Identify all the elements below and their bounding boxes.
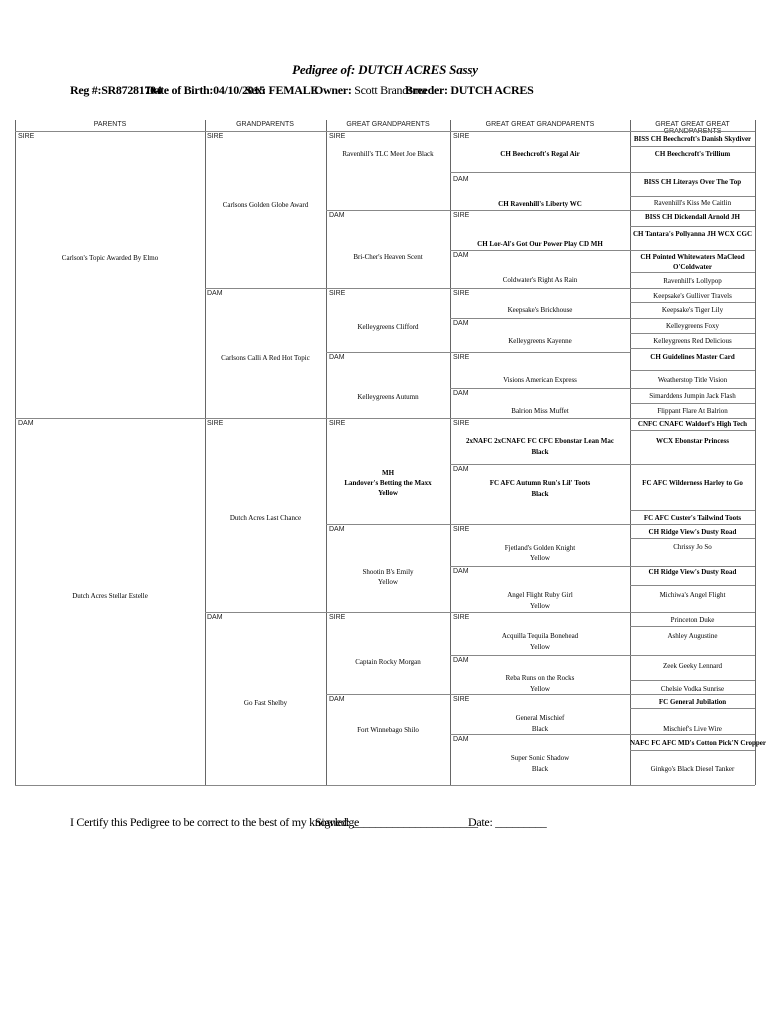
grandparent-name: Go Fast Shelby: [243, 699, 288, 707]
sire-label: SIRE: [18, 133, 35, 140]
ggg-grandparent-name: Michiwa's Angel Flight: [659, 591, 726, 599]
dam-label: DAM: [18, 420, 34, 427]
ggg-grandparent-name: Mischief's Live Wire: [663, 725, 722, 733]
sire-label: SIRE: [453, 133, 470, 140]
ggg-grandparent-name: Ashley Augustine: [667, 632, 718, 640]
ggg-grandparent-name: Keepsake's Tiger Lily: [661, 306, 724, 314]
ggg-grandparent-name: CH Tantara's Pollyanna JH WCX CGC: [632, 230, 753, 238]
owner-label: Owner:: [314, 83, 352, 97]
row-divider: [326, 524, 450, 525]
sire-label: SIRE: [329, 614, 346, 621]
ggg-grandparent-name: CH Ridge View's Dusty Road: [648, 528, 737, 536]
dam-name: Dutch Acres Stellar Estelle: [72, 592, 148, 600]
ggg-grandparent-name: FC AFC Custer's Tailwind Toots: [643, 514, 742, 522]
gg-grandparent-color: Black: [531, 490, 549, 498]
gg-grandparent-name: Fjetland's Golden Knight: [504, 544, 576, 552]
column-header-parents: PARENTS: [93, 121, 127, 128]
row-divider: [205, 288, 326, 289]
row-divider: [630, 348, 755, 349]
sire-name: Carlson's Topic Awarded By Elmo: [61, 254, 159, 262]
row-divider: [630, 626, 755, 627]
ggg-grandparent-name: Chrissy Jo So: [673, 543, 712, 551]
row-divider: [326, 352, 450, 353]
great-grandparent-name: Landover's Betting the Maxx: [344, 479, 432, 487]
gg-grandparent-color: Yellow: [530, 602, 550, 610]
dam-label: DAM: [207, 614, 223, 621]
sire-label: SIRE: [453, 614, 470, 621]
row-divider: [630, 318, 755, 319]
column-divider: [205, 120, 206, 785]
grandparent-name: Dutch Acres Last Chance: [229, 514, 302, 522]
great-grandparent-name: Kelleygreens Clifford: [357, 323, 419, 331]
gg-grandparent-name: General Mischief: [515, 714, 565, 722]
ggg-grandparent-name: CNFC CNAFC Waldorf's High Tech: [637, 420, 748, 428]
row-divider: [630, 694, 755, 695]
gg-grandparent-name: Angel Flight Ruby Girl: [507, 591, 573, 599]
row-divider: [630, 585, 755, 586]
certification-statement: I Certify this Pedigree to be correct to the best of my knowledge: [70, 815, 360, 829]
ggg-grandparent-name: BISS CH Dickendall Arnold JH: [645, 213, 740, 221]
great-grandparent-color: Yellow: [378, 489, 398, 497]
column-header-ggg-grandparents: GREAT GREAT GREAT GRANDPARENTS: [655, 121, 730, 135]
ggg-grandparent-name: Flippant Flare At Balrion: [657, 407, 728, 415]
row-divider: [630, 250, 755, 251]
ggg-grandparent-name: Simarddens Jumpin Jack Flash: [649, 392, 736, 400]
row-divider: [450, 318, 630, 319]
row-divider: [630, 430, 755, 431]
row-divider: [326, 694, 450, 695]
row-divider: [450, 352, 630, 353]
ggg-grandparent-name: Ravenhill's Lollypop: [663, 277, 722, 285]
ggg-grandparent-name: Weatherstop Title Vision: [657, 376, 728, 384]
row-divider: [630, 464, 755, 465]
ggg-grandparent-name: CH Ridge View's Dusty Road: [648, 568, 737, 576]
grandparent-name: Carlsons Calli A Red Hot Topic: [221, 354, 310, 362]
sire-label: SIRE: [453, 354, 470, 361]
row-divider: [630, 734, 755, 735]
ggg-grandparent-name: Kelleygreens Red Delicious: [653, 337, 732, 345]
gg-grandparent-name: CH Beechcroft's Regal Air: [500, 150, 580, 158]
gg-grandparent-name: CH Lor-Al's Got Our Power Play CD MH: [477, 240, 603, 248]
row-divider: [326, 210, 450, 211]
row-divider: [630, 302, 755, 303]
dam-label: DAM: [207, 290, 223, 297]
dam-label: DAM: [453, 568, 469, 575]
breeder: Breeder: DUTCH ACRES: [405, 83, 534, 97]
ggg-grandparent-name: Princeton Duke: [670, 616, 715, 624]
row-divider: [630, 272, 755, 273]
gg-grandparent-color: Black: [531, 725, 549, 733]
ggg-grandparent-name: WCX Ebonstar Princess: [656, 437, 729, 445]
row-divider: [205, 418, 326, 419]
sire-label: SIRE: [453, 290, 470, 297]
great-grandparent-color: Yellow: [378, 578, 398, 586]
great-grandparent-name: Bri-Cher's Heaven Scent: [353, 253, 423, 261]
dam-label: DAM: [329, 212, 345, 219]
gg-grandparent-name: Acquilla Tequila Bonehead: [501, 632, 579, 640]
row-divider: [450, 250, 630, 251]
row-divider: [630, 708, 755, 709]
great-grandparent-name: Kelleygreens Autumn: [357, 393, 419, 401]
ggg-grandparent-name: Zeek Geeky Lennard: [662, 662, 723, 670]
column-header-gg-grandparents: GREAT GREAT GRANDPARENTS: [485, 121, 595, 128]
gg-grandparent-name: 2xNAFC 2xCNAFC FC CFC Ebonstar Lean Mac: [465, 437, 615, 445]
row-divider: [630, 370, 755, 371]
ggg-grandparent-name: Keepsake's Gulliver Travels: [653, 292, 732, 300]
row-divider: [630, 612, 755, 613]
gg-grandparent-name: Balrion Miss Muffet: [511, 407, 569, 415]
gg-grandparent-name: Kelleygreens Kayenne: [508, 337, 572, 345]
column-divider: [15, 120, 16, 785]
dam-label: DAM: [453, 390, 469, 397]
great-grandparent-name: Fort Winnebago Shilo: [357, 726, 419, 734]
row-divider: [630, 655, 755, 656]
gg-grandparent-name: Super Sonic Shadow: [510, 754, 570, 762]
sire-label: SIRE: [329, 290, 346, 297]
great-grandparent-name: Captain Rocky Morgan: [355, 658, 421, 666]
pedigree-title: Pedigree of: DUTCH ACRES Sassy: [292, 62, 478, 77]
owner-name: Scott Brandsma: [354, 83, 427, 97]
ggg-grandparent-name: FC General Jubilation: [658, 698, 727, 706]
great-grandparent-name: MH: [381, 469, 395, 477]
ggg-grandparent-name: BISS CH Literays Over The Top: [643, 178, 742, 186]
ggg-grandparent-name: BISS CH Beechcroft's Danish Skydiver: [633, 135, 752, 143]
sire-label: SIRE: [207, 420, 224, 427]
sire-label: SIRE: [329, 420, 346, 427]
row-divider: [630, 680, 755, 681]
row-divider: [630, 333, 755, 334]
gg-grandparent-color: Yellow: [530, 554, 550, 562]
row-divider: [450, 612, 630, 613]
ggg-grandparent-name: CH Guidelines Master Card: [650, 353, 735, 361]
sire-label: SIRE: [453, 696, 470, 703]
row-divider: [630, 403, 755, 404]
row-divider: [630, 388, 755, 389]
row-divider: [450, 210, 630, 211]
row-divider: [450, 388, 630, 389]
row-divider: [450, 524, 630, 525]
row-divider: [326, 612, 450, 613]
ggg-grandparent-name: Kelleygreens Foxy: [665, 322, 720, 330]
dam-label: DAM: [453, 252, 469, 259]
column-header-great-grandparents: GREAT GRANDPARENTS: [346, 121, 430, 128]
sire-label: SIRE: [207, 133, 224, 140]
gg-grandparent-name: Reba Runs on the Rocks: [505, 674, 575, 682]
row-divider: [630, 146, 755, 147]
dam-label: DAM: [453, 466, 469, 473]
header-rule: [15, 131, 755, 132]
great-grandparent-name: Ravenhill's TLC Meet Joe Black: [342, 150, 434, 158]
signature-line[interactable]: Signed: ______________________: [315, 815, 478, 829]
dam-label: DAM: [453, 320, 469, 327]
row-divider: [205, 612, 326, 613]
ggg-grandparent-name: CH Beechcroft's Trillium: [654, 150, 731, 158]
row-divider: [15, 418, 205, 419]
gg-grandparent-color: Black: [531, 448, 549, 456]
row-divider: [630, 538, 755, 539]
ggg-grandparent-name: NAFC FC AFC MD's Cotton Pick'N Cropper: [630, 739, 766, 747]
gg-grandparent-name: Visions American Express: [503, 376, 577, 384]
gg-grandparent-name: Keepsake's Brickhouse: [507, 306, 573, 314]
row-divider: [630, 226, 755, 227]
sire-label: SIRE: [453, 420, 470, 427]
row-divider: [450, 464, 630, 465]
gg-grandparent-color: Black: [531, 765, 549, 773]
row-divider: [450, 418, 630, 419]
row-divider: [630, 210, 755, 211]
gg-grandparent-name: Coldwater's Right As Rain: [502, 276, 578, 284]
gg-grandparent-name: FC AFC Autumn Run's Lil' Toots: [489, 479, 591, 487]
date-line[interactable]: Date: _________: [468, 815, 547, 829]
ggg-grandparent-name: Chelsie Vodka Sunrise: [660, 685, 725, 693]
ggg-grandparent-name: Ginkgo's Black Diesel Tanker: [650, 765, 735, 773]
dam-label: DAM: [453, 736, 469, 743]
row-divider: [630, 288, 755, 289]
sire-label: SIRE: [453, 212, 470, 219]
row-divider: [450, 172, 630, 173]
sire-label: SIRE: [329, 133, 346, 140]
row-divider: [326, 288, 450, 289]
gg-grandparent-name: CH Ravenhill's Liberty WC: [498, 200, 582, 208]
ggg-grandparent-name: Ravenhill's Kiss Me Caitlin: [653, 199, 732, 207]
table-bottom-rule: [15, 785, 755, 786]
row-divider: [450, 288, 630, 289]
row-divider: [630, 196, 755, 197]
sire-label: SIRE: [453, 526, 470, 533]
row-divider: [450, 566, 630, 567]
row-divider: [326, 418, 450, 419]
column-divider: [326, 120, 327, 785]
registration-number: Reg #:SR87281704: [70, 83, 162, 97]
column-header-grandparents: GRANDPARENTS: [236, 121, 294, 128]
row-divider: [630, 524, 755, 525]
ggg-grandparent-name: CH Pointed Whitewaters MaCleod: [640, 253, 745, 261]
row-divider: [450, 734, 630, 735]
ggg-grandparent-name: FC AFC Wilderness Harley to Go: [642, 479, 743, 487]
date-of-birth: Date of Birth:04/10/2015: [146, 83, 265, 97]
grandparent-name: Carlsons Golden Globe Award: [222, 201, 309, 209]
dam-label: DAM: [329, 354, 345, 361]
row-divider: [630, 510, 755, 511]
dam-label: DAM: [453, 657, 469, 664]
gg-grandparent-color: Yellow: [530, 643, 550, 651]
dam-label: DAM: [329, 696, 345, 703]
dam-label: DAM: [453, 176, 469, 183]
sex: Sex: FEMALE: [245, 83, 319, 97]
row-divider: [630, 750, 755, 751]
row-divider: [450, 655, 630, 656]
dam-label: DAM: [329, 526, 345, 533]
row-divider: [450, 694, 630, 695]
gg-grandparent-color: Yellow: [530, 685, 550, 693]
column-divider: [755, 120, 756, 785]
great-grandparent-name: Shootin B's Emily: [362, 568, 414, 576]
row-divider: [630, 172, 755, 173]
ggg-grandparent-name-cont: O'Coldwater: [673, 263, 712, 271]
